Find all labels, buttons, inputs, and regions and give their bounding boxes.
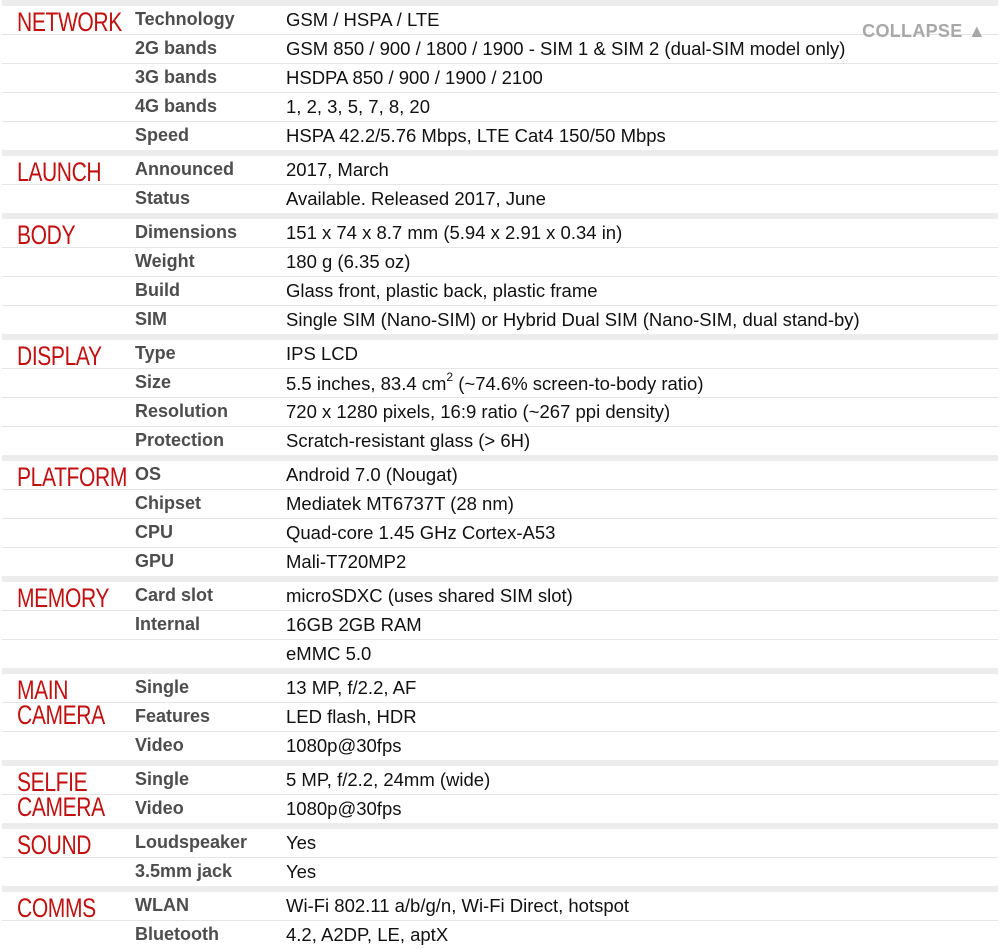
spec-value: GSM / HSPA / LTE — [286, 9, 440, 30]
spec-row — [2, 247, 998, 276]
spec-label[interactable]: Technology — [135, 9, 235, 29]
spec-rows — [2, 340, 998, 455]
superscript: 2 — [446, 370, 454, 384]
spec-value-part: 5.5 inches, 83.4 cm — [286, 373, 447, 395]
spec-row — [2, 639, 998, 668]
spec-value: IPS LCD — [286, 343, 358, 364]
section-title-line: MEMORY — [17, 583, 110, 613]
spec-section-sound — [2, 823, 998, 886]
spec-value: Mali-T720MP2 — [286, 551, 407, 572]
spec-label[interactable]: Protection — [135, 430, 225, 450]
spec-rows — [2, 461, 998, 576]
section-title-line: NETWORK — [17, 7, 122, 37]
spec-value: Single SIM (Nano-SIM) or Hybrid Dual SIM (Nano-SIM, dual stand-by) — [286, 309, 860, 330]
spec-row — [2, 156, 998, 187]
spec-section-network — [2, 6, 998, 150]
spec-row — [2, 184, 998, 213]
section-title-line: DISPLAY — [17, 341, 102, 371]
spec-row — [2, 794, 998, 823]
spec-row — [2, 489, 998, 518]
spec-row — [2, 766, 998, 797]
spec-row — [2, 582, 998, 613]
spec-label[interactable]: Build — [135, 280, 180, 300]
spec-rows — [2, 766, 998, 823]
spec-row — [2, 121, 998, 150]
section-title-line: SELFIE — [17, 767, 88, 797]
spec-label[interactable]: Status — [135, 188, 191, 208]
spec-value: Yes — [286, 861, 317, 882]
spec-row — [2, 426, 998, 455]
spec-value: Quad-core 1.45 GHz Cortex-A53 — [286, 522, 556, 543]
caret-up-icon: ▲ — [967, 21, 986, 41]
spec-value: 180 g (6.35 oz) — [286, 251, 411, 272]
spec-label[interactable]: Features — [135, 706, 211, 726]
spec-rows — [2, 6, 998, 150]
spec-section-platform — [2, 455, 998, 576]
spec-value: Scratch-resistant glass (> 6H) — [286, 430, 531, 451]
collapse-label: COLLAPSE — [862, 21, 963, 41]
spec-row — [2, 461, 998, 492]
spec-label[interactable]: WLAN — [135, 895, 189, 915]
spec-label[interactable]: Bluetooth — [135, 924, 219, 944]
spec-row — [2, 857, 998, 886]
spec-label[interactable]: Chipset — [135, 493, 202, 513]
spec-label[interactable]: Card slot — [135, 585, 214, 605]
spec-row — [2, 547, 998, 576]
spec-value: 2017, March — [286, 159, 389, 180]
spec-section-display — [2, 334, 998, 455]
spec-row — [2, 397, 998, 426]
spec-label[interactable]: 3G bands — [135, 67, 218, 87]
spec-label[interactable]: SIM — [135, 309, 168, 329]
spec-section-body — [2, 213, 998, 334]
spec-value: LED flash, HDR — [286, 706, 417, 727]
spec-row — [2, 219, 998, 250]
spec-value: 5 MP, f/2.2, 24mm (wide) — [286, 769, 491, 790]
spec-value: 13 MP, f/2.2, AF — [286, 677, 417, 698]
spec-row — [2, 892, 998, 923]
spec-label[interactable]: Single — [135, 677, 190, 697]
spec-label[interactable]: CPU — [135, 522, 174, 542]
spec-row — [2, 610, 998, 639]
spec-value: Available. Released 2017, June — [286, 188, 546, 209]
spec-row — [2, 920, 998, 949]
spec-value: 4.2, A2DP, LE, aptX — [286, 924, 449, 945]
section-title-line: SOUND — [17, 830, 92, 860]
spec-value: Yes — [286, 832, 317, 853]
spec-value: Mediatek MT6737T (28 nm) — [286, 493, 514, 514]
section-title-line: COMMS — [17, 893, 96, 923]
spec-value: Android 7.0 (Nougat) — [286, 464, 458, 485]
spec-label[interactable]: Weight — [135, 251, 195, 271]
spec-label[interactable]: OS — [135, 464, 162, 484]
spec-label[interactable]: Type — [135, 343, 176, 363]
spec-value-part: (~74.6% screen-to-body ratio) — [453, 373, 704, 395]
spec-row — [2, 829, 998, 860]
spec-label[interactable]: Size — [135, 372, 172, 392]
spec-label[interactable]: Dimensions — [135, 222, 238, 242]
section-title-line: PLATFORM — [17, 462, 127, 492]
spec-row — [2, 305, 998, 334]
spec-value: HSDPA 850 / 900 / 1900 / 2100 — [286, 67, 543, 88]
spec-label[interactable]: Single — [135, 769, 190, 789]
spec-value: 16GB 2GB RAM — [286, 614, 422, 635]
spec-value: eMMC 5.0 — [286, 643, 372, 664]
specs-table — [0, 6, 1000, 949]
spec-label[interactable]: Speed — [135, 125, 190, 145]
section-title-line: MAIN — [17, 675, 69, 705]
spec-value: microSDXC (uses shared SIM slot) — [286, 585, 573, 606]
spec-section-comms — [2, 886, 998, 949]
spec-rows — [2, 829, 998, 886]
spec-rows — [2, 219, 998, 334]
spec-row — [2, 34, 998, 63]
spec-rows — [2, 582, 998, 668]
spec-section-main-camera — [2, 668, 998, 760]
spec-value: 1080p@30fps — [286, 798, 402, 819]
spec-row — [2, 518, 998, 547]
spec-rows — [2, 674, 998, 760]
spec-section-memory — [2, 576, 998, 668]
spec-row — [2, 702, 998, 731]
spec-label[interactable]: GPU — [135, 551, 175, 571]
spec-value: 1, 2, 3, 5, 7, 8, 20 — [286, 96, 430, 117]
spec-value — [286, 372, 704, 395]
spec-value: HSPA 42.2/5.76 Mbps, LTE Cat4 150/50 Mbps — [286, 125, 666, 146]
section-title-line: LAUNCH — [17, 157, 102, 187]
spec-label[interactable]: Loudspeaker — [135, 832, 248, 852]
spec-label[interactable]: Video — [135, 798, 184, 818]
spec-label[interactable]: 3.5mm jack — [135, 861, 233, 881]
spec-rows — [2, 892, 998, 949]
spec-label[interactable]: Resolution — [135, 401, 228, 421]
spec-value: GSM 850 / 900 / 1800 / 1900 - SIM 1 & SIM 2 (dual-SIM model only) — [286, 38, 846, 59]
collapse-button[interactable] — [862, 21, 986, 42]
spec-label[interactable]: 2G bands — [135, 38, 218, 58]
spec-row — [2, 92, 998, 121]
spec-label[interactable]: 4G bands — [135, 96, 218, 116]
spec-row — [2, 340, 998, 371]
spec-row — [2, 276, 998, 305]
spec-row — [2, 6, 998, 37]
spec-label[interactable]: Internal — [135, 614, 201, 634]
spec-value: Glass front, plastic back, plastic frame — [286, 280, 598, 301]
spec-rows — [2, 156, 998, 213]
section-title-line: BODY — [17, 220, 76, 250]
spec-row — [2, 63, 998, 92]
spec-value: 1080p@30fps — [286, 735, 402, 756]
spec-section-launch — [2, 150, 998, 213]
spec-row — [2, 731, 998, 760]
spec-value: Wi-Fi 802.11 a/b/g/n, Wi-Fi Direct, hotspot — [286, 895, 630, 916]
spec-value: 720 x 1280 pixels, 16:9 ratio (~267 ppi density) — [286, 401, 671, 422]
spec-label[interactable]: Video — [135, 735, 184, 755]
section-title-line: CAMERA — [17, 792, 105, 822]
spec-label[interactable]: Announced — [135, 159, 234, 179]
spec-row — [2, 368, 998, 397]
spec-value: 151 x 74 x 8.7 mm (5.94 x 2.91 x 0.34 in) — [286, 222, 623, 243]
spec-row — [2, 674, 998, 705]
spec-section-selfie-camera — [2, 760, 998, 823]
section-title-line: CAMERA — [17, 700, 105, 730]
